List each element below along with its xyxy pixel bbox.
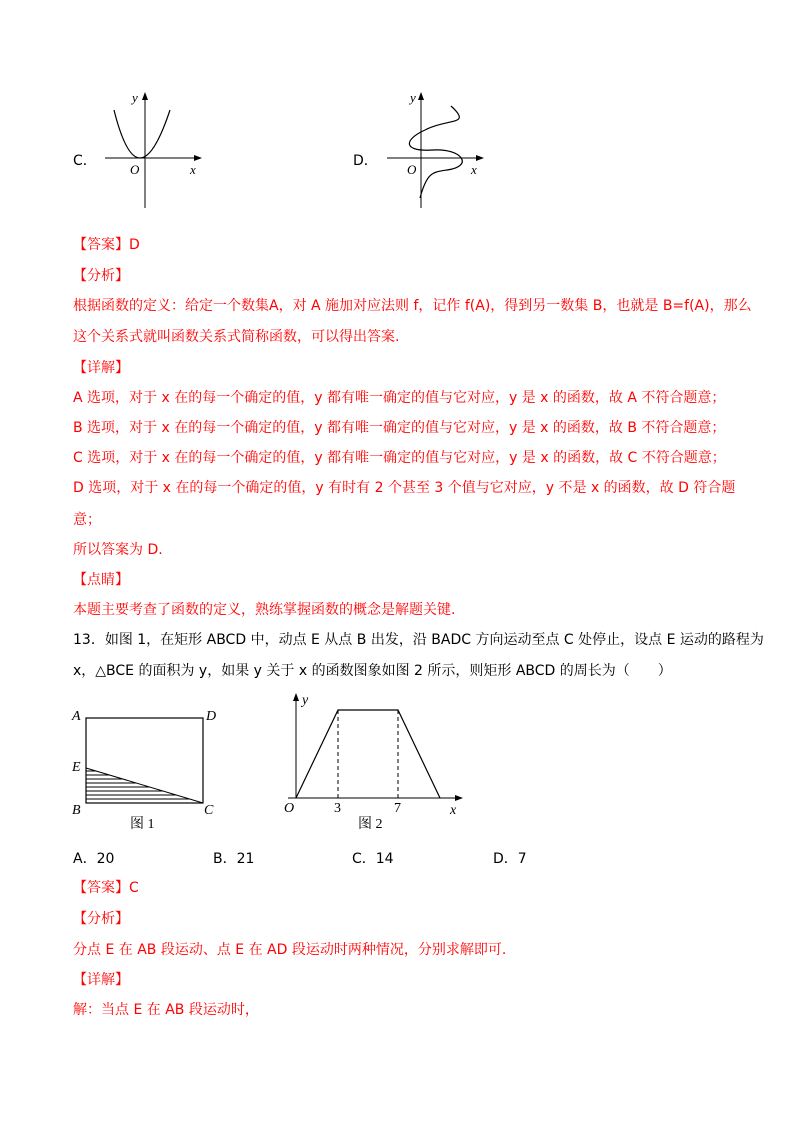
s-curve xyxy=(409,106,462,198)
tick-label-7: 7 xyxy=(394,801,401,816)
figure-2-caption: 图 2 xyxy=(358,817,383,832)
option-c-graph xyxy=(100,88,210,213)
q12-analysis-line2: 这个关系式就叫函数关系式简称函数，可以得出答案. xyxy=(73,329,400,345)
q12-conclusion: 所以答案为 D. xyxy=(73,542,163,558)
axis-x-label: x xyxy=(190,162,196,177)
option-d-graph xyxy=(385,88,495,213)
q13-analysis: 分点 E 在 AB 段运动、点 E 在 AD 段运动时两种情况，分别求解即可. xyxy=(73,942,507,958)
option-d-label: D． xyxy=(353,153,378,169)
q12-answer xyxy=(73,235,140,255)
y-axis-arrow xyxy=(293,693,299,701)
figure-1 xyxy=(70,702,230,832)
q12-analysis-line1: 根据函数的定义：给定一个数集A，对 A 施加对应法则 f，记作 f(A)，得到另一数集 B，也就是 B=f(A)，那么 xyxy=(73,298,752,314)
option-c[interactable]: C．14 xyxy=(352,851,394,867)
tick-label-3: 3 xyxy=(334,801,341,816)
vertex-d-label: D xyxy=(206,709,217,724)
figure-2 xyxy=(278,690,468,832)
answer-heading: 【答案】 xyxy=(73,237,129,253)
origin-label: O xyxy=(130,162,140,177)
q12-analysis-heading: 【分析】 xyxy=(73,268,129,284)
q13-stem-line2: x，△BCE 的面积为 y，如果 y 关于 x 的函数图象如图 2 所示，则矩形 ABCD 的周长为（ ） xyxy=(73,663,672,679)
origin-label: O xyxy=(284,801,295,816)
rectangle-abcd xyxy=(86,718,203,803)
y-axis-arrow xyxy=(418,92,424,100)
answer-value: D xyxy=(129,237,140,253)
q12-detail-d1: D 选项，对于 x 在的每一个确定的值，y 有时有 2 个甚至 3 个值与它对应，y 不是 x 的函数，故 D 符合题 xyxy=(73,480,736,496)
option-b[interactable]: B．21 xyxy=(213,851,255,867)
q12-detail-a: A 选项，对于 x 在的每一个确定的值，y 都有唯一确定的值与它对应，y 是 x 的函数，故 A 不符合题意； xyxy=(73,390,726,406)
q13-stem-line1: 13．如图 1，在矩形 ABCD 中，动点 E 从点 B 出发，沿 BADC 方向运动至点 C 处停止，设点 E 运动的路程为 xyxy=(73,632,764,648)
axis-y-label: y xyxy=(132,90,138,105)
q12-detail-heading: 【详解】 xyxy=(73,360,129,376)
parabola-curve xyxy=(114,110,170,158)
q13-detail: 解：当点 E 在 AB 段运动时， xyxy=(73,1002,259,1018)
axis-x-label: x xyxy=(450,803,457,818)
origin-label: O xyxy=(407,162,417,177)
x-axis-arrow xyxy=(476,155,484,161)
option-c-label: C． xyxy=(73,153,97,169)
option-d[interactable]: D．7 xyxy=(493,851,527,867)
x-axis-arrow xyxy=(455,795,463,801)
q13-answer xyxy=(73,878,139,898)
function-graph xyxy=(296,710,440,798)
vertex-e-label: E xyxy=(72,760,81,775)
q12-detail-c: C 选项，对于 x 在的每一个确定的值，y 都有唯一确定的值与它对应，y 是 x 的函数，故 C 不符合题意； xyxy=(73,450,726,466)
q12-detail-d2: 意； xyxy=(73,512,101,528)
q12-comment: 本题主要考查了函数的定义，熟练掌握函数的概念是解题关键. xyxy=(73,602,456,618)
axis-y-label: y xyxy=(410,90,416,105)
answer-heading: 【答案】 xyxy=(73,880,129,896)
answer-value: C xyxy=(129,880,139,896)
q13-detail-heading: 【详解】 xyxy=(73,972,129,988)
q12-comment-heading: 【点睛】 xyxy=(73,572,129,588)
q13-options xyxy=(73,848,573,868)
vertex-a-label: A xyxy=(72,709,81,724)
y-axis-arrow xyxy=(142,92,148,100)
vertex-b-label: B xyxy=(72,803,81,818)
figure-1-caption: 图 1 xyxy=(130,817,155,832)
x-axis-arrow xyxy=(194,155,202,161)
segment-ec xyxy=(86,768,203,803)
option-a[interactable]: A．20 xyxy=(73,851,115,867)
q13-analysis-heading: 【分析】 xyxy=(73,911,129,927)
axis-y-label: y xyxy=(302,693,309,708)
q12-detail-b: B 选项，对于 x 在的每一个确定的值，y 都有唯一确定的值与它对应，y 是 x 的函数，故 B 不符合题意； xyxy=(73,420,726,436)
axis-x-label: x xyxy=(471,162,477,177)
vertex-c-label: C xyxy=(204,803,214,818)
